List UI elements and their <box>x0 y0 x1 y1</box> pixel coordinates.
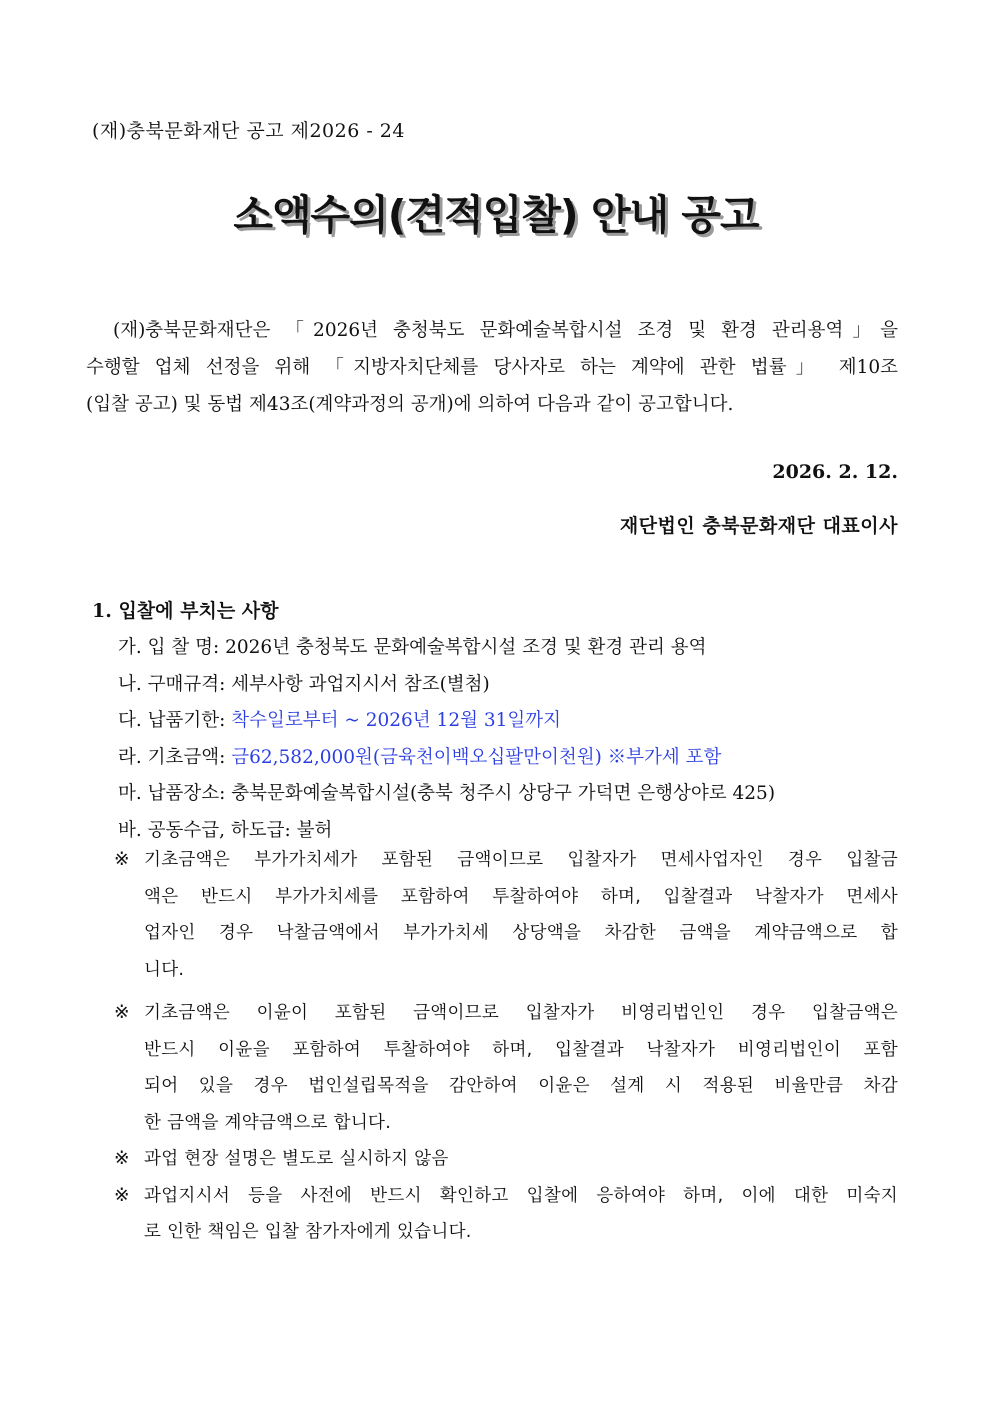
note-mark: ※ <box>114 849 130 870</box>
item-label: 마. 납품장소: <box>118 783 232 804</box>
list-item <box>118 776 898 813</box>
note-line: 되어 있을 경우 법인설립목적을 감안하여 이윤은 설계 시 적용된 비율만큼 차감 <box>144 1076 898 1096</box>
item-label: 다. 납품기한: <box>118 710 232 731</box>
item-label: 바. 공동수급, 하도급: <box>118 819 297 841</box>
bid-items-list <box>118 630 898 849</box>
note-line: 니다. <box>144 959 185 980</box>
note-item <box>114 995 898 1141</box>
item-label: 나. 구매규격: <box>118 673 232 695</box>
note-line: 과업지시서 등을 사전에 반드시 확인하고 입찰에 응하여야 하며, 이에 대한 미숙지 <box>144 1185 898 1206</box>
note-mark: ※ <box>114 1148 130 1169</box>
item-value-highlight: 금62,582,000원(금육천이백오십팔만이천원) ※부가세 포함 <box>231 746 722 768</box>
note-line: 기초금액은 이윤이 포함된 금액이므로 입찰자가 비영리법인인 경우 입찰금액은 <box>144 1003 898 1023</box>
issuer-name: 재단법인 충북문화재단 대표이사 <box>619 515 898 537</box>
note-line: 업자인 경우 낙찰금액에서 부가가치세 상당액을 차감한 금액을 계약금액으로 합 <box>144 923 898 943</box>
item-value: 2026년 충청북도 문화예술복합시설 조경 및 환경 관리 용역 <box>225 637 707 658</box>
note-line: 기초금액은 부가가치세가 포함된 금액이므로 입찰자가 면세사업자인 경우 입찰금 <box>144 850 898 870</box>
note-item <box>114 1178 898 1251</box>
item-value-highlight: 착수일로부터 ~ 2026년 12월 31일까지 <box>231 710 562 731</box>
item-value: 불허 <box>296 819 333 841</box>
list-item <box>118 740 898 777</box>
page-title: 소액수의(견적입찰) 안내 공고 <box>233 191 759 239</box>
list-item <box>118 703 898 740</box>
list-item <box>118 667 898 704</box>
item-value: 충북문화예술복합시설(충북 청주시 상당구 가덕면 은행상야로 425) <box>231 783 776 804</box>
item-label: 라. 기초금액: <box>118 746 232 768</box>
note-line: 반드시 이윤을 포함하여 투찰하여야 하며, 입찰결과 낙찰자가 비영리법인이 포함 <box>144 1039 898 1060</box>
notes-list <box>114 842 898 1251</box>
item-value: 세부사항 과업지시서 참조(별첨) <box>231 673 490 695</box>
section-heading: 1. 입찰에 부치는 사항 <box>92 600 279 622</box>
note-item <box>114 1141 898 1178</box>
note-mark: ※ <box>114 1002 130 1023</box>
notice-number: (재)충북문화재단 공고 제2026 - 24 <box>92 120 405 142</box>
list-item <box>118 630 898 667</box>
notice-date: 2026. 2. 12. <box>772 461 898 483</box>
item-label: 가. 입 찰 명: <box>118 637 226 658</box>
intro-line: (재)충북문화재단은 「2026년 충청북도 문화예술복합시설 조경 및 환경 관리용역」을 <box>113 320 898 341</box>
note-item <box>114 842 898 988</box>
note-mark: ※ <box>114 1184 130 1206</box>
intro-paragraph <box>86 312 898 423</box>
note-line: 액은 반드시 부가가치세를 포함하여 투찰하여야 하며, 입찰결과 낙찰자가 면세사 <box>144 886 898 907</box>
intro-line: 수행할 업체 선정을 위해 「지방자치단체를 당사자로 하는 계약에 관한 법률」 제10조 <box>86 357 898 378</box>
intro-line: (입찰 공고) 및 동법 제43조(계약과정의 공개)에 의하여 다음과 같이 공고합니다. <box>86 394 734 415</box>
note-line: 한 금액을 계약금액으로 합니다. <box>144 1112 392 1133</box>
note-line: 과업 현장 설명은 별도로 실시하지 않음 <box>144 1149 449 1169</box>
note-line: 로 인한 책임은 입찰 참가자에게 있습니다. <box>144 1222 472 1242</box>
